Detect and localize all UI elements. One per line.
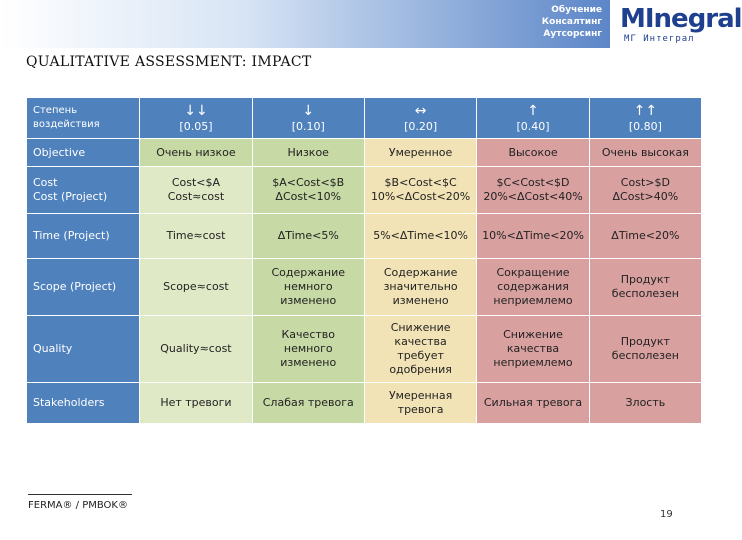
column-value: [0.40]	[516, 120, 550, 133]
table-cell: Слабая тревога	[253, 383, 364, 423]
table-cell: Низкое	[253, 139, 364, 166]
column-header	[140, 98, 251, 138]
table-cell: $A<Cost<$B ΔCost<10%	[253, 167, 364, 213]
table-cell: Продукт бесполезен	[590, 259, 701, 315]
logo-subtitle: МГ Интеграл	[624, 34, 695, 44]
table-header-row	[27, 98, 701, 138]
slide-title: QUALITATIVE ASSESSMENT: IMPACT	[26, 54, 312, 70]
company-tagline	[482, 4, 602, 40]
table-cell: Содержание значительно изменено	[365, 259, 476, 315]
table-row	[27, 139, 701, 166]
table-cell: ΔTime<5%	[253, 214, 364, 258]
double-up-arrow-icon: ↑↑	[633, 103, 658, 119]
table-cell: $B<Cost<$C 10%<ΔCost<20%	[365, 167, 476, 213]
table-cell: Продукт бесполезен	[590, 316, 701, 382]
column-value: [0.80]	[628, 120, 662, 133]
left-right-arrow-icon: ↔	[414, 103, 427, 119]
table-cell: Качество немного изменено	[253, 316, 364, 382]
table-cell: ΔTime<20%	[590, 214, 701, 258]
column-value: [0.20]	[404, 120, 438, 133]
down-arrow-icon: ↓	[302, 103, 315, 119]
column-header	[477, 98, 588, 138]
column-value: [0.05]	[179, 120, 213, 133]
page-number: 19	[660, 509, 673, 520]
logo-wordmark: MInegral	[620, 4, 742, 34]
table-cell: Нет тревоги	[140, 383, 251, 423]
corner-cell: Степень воздействия	[27, 98, 139, 138]
table-cell: Снижение качества неприемлемо	[477, 316, 588, 382]
table-cell: Снижение качества требует одобрения	[365, 316, 476, 382]
table-cell: Содержание немного изменено	[253, 259, 364, 315]
row-label: Time (Project)	[27, 214, 139, 258]
row-label: Stakeholders	[27, 383, 139, 423]
table-cell: Очень низкое	[140, 139, 251, 166]
table-cell: 5%<ΔTime<10%	[365, 214, 476, 258]
table-cell: Quality≈cost	[140, 316, 251, 382]
table-row	[27, 316, 701, 382]
up-arrow-icon: ↑	[527, 103, 539, 119]
table-cell: Сокращение содержания неприемлемо	[477, 259, 588, 315]
table-cell: Сильная тревога	[477, 383, 588, 423]
table-cell: Time≈cost	[140, 214, 251, 258]
column-header	[365, 98, 476, 138]
table-cell: 10%<ΔTime<20%	[477, 214, 588, 258]
table-row	[27, 383, 701, 423]
column-header	[590, 98, 701, 138]
table-cell: Умеренная тревога	[365, 383, 476, 423]
table-cell: Cost>$D ΔCost>40%	[590, 167, 701, 213]
table-row	[27, 259, 701, 315]
column-header	[253, 98, 364, 138]
table-cell: Злость	[590, 383, 701, 423]
table-row	[27, 167, 701, 213]
row-label: Cost Cost (Project)	[27, 167, 139, 213]
table-cell: Высокое	[477, 139, 588, 166]
footer-source: FERMA® / PMBOK®	[28, 500, 128, 511]
company-logo	[620, 4, 742, 46]
tagline-line: Аутсорсинг	[543, 29, 602, 39]
table-cell: Умеренное	[365, 139, 476, 166]
table-cell: Cost<$A Cost≈cost	[140, 167, 251, 213]
impact-matrix	[26, 97, 702, 424]
column-value: [0.10]	[291, 120, 325, 133]
tagline-line: Обучение	[551, 5, 602, 15]
table-cell: $C<Cost<$D 20%<ΔCost<40%	[477, 167, 588, 213]
row-label: Scope (Project)	[27, 259, 139, 315]
table-cell: Очень высокая	[590, 139, 701, 166]
footer-divider	[28, 494, 132, 495]
row-label: Quality	[27, 316, 139, 382]
table-row	[27, 214, 701, 258]
double-down-arrow-icon: ↓↓	[184, 103, 208, 119]
tagline-line: Консалтинг	[541, 17, 602, 27]
row-label: Objective	[27, 139, 139, 166]
slide-header	[0, 0, 742, 48]
table-cell: Scope≈cost	[140, 259, 251, 315]
